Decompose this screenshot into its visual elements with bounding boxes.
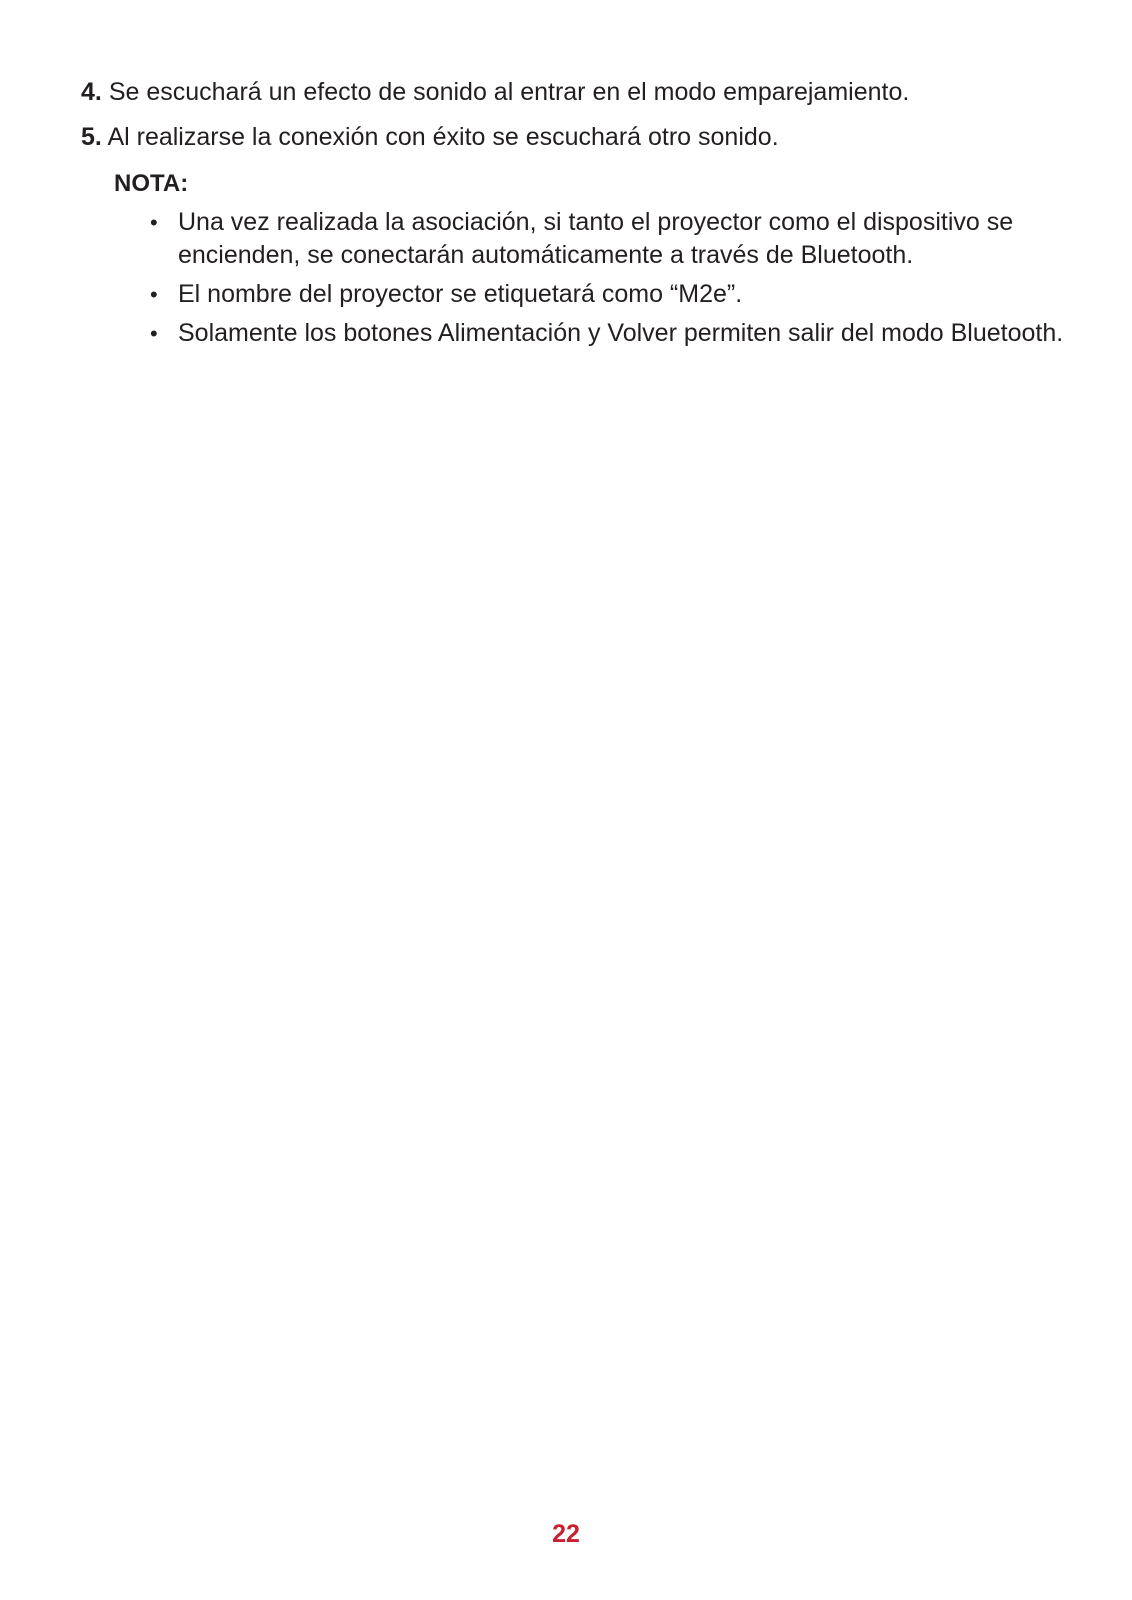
note-text: El nombre del proyector se etiquetará como “M2e”. (178, 280, 743, 308)
step-4 (81, 76, 909, 108)
note-item (150, 317, 1070, 350)
bullet-icon: • (150, 321, 158, 346)
step-text: Al realizarse la conexión con éxito se escuchará otro sonido. (107, 123, 779, 151)
step-number: 4. (81, 78, 102, 106)
note-list (150, 206, 1070, 356)
step-5 (81, 121, 779, 153)
note-title: NOTA: (114, 170, 189, 197)
note-text: Una vez realizada la asociación, si tanto el proyector como el dispositivo se encienden, se conectarán automáticamente a través de Bluetooth. (178, 208, 1014, 269)
step-text: Se escuchará un efecto de sonido al entrar en el modo emparejamiento. (108, 78, 910, 106)
bullet-icon: • (150, 210, 158, 235)
note-text: Solamente los botones Alimentación y Volver permiten salir del modo Bluetooth. (178, 319, 1064, 347)
step-number: 5. (81, 123, 102, 151)
note-item (150, 278, 1070, 311)
bullet-icon: • (150, 282, 158, 307)
note-item (150, 206, 1070, 272)
page-number: 22 (552, 1520, 580, 1548)
